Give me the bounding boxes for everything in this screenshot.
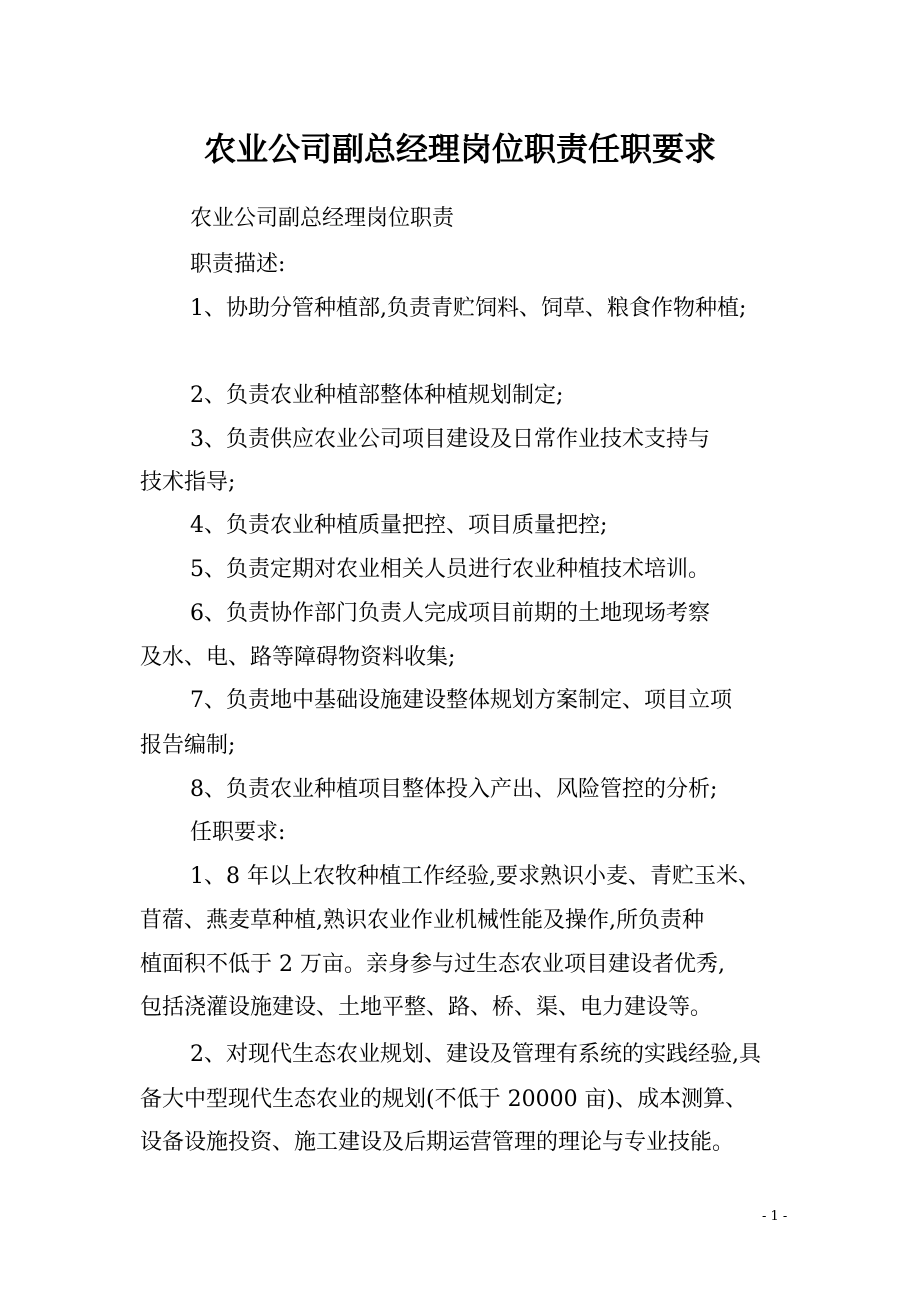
requirement-item-2-line-3: 设备设施投资、施工建设及后期运营管理的理论与专业技能。 <box>140 1130 735 1155</box>
duty-item-2: 2、负责农业种植部整体种植规划制定; <box>190 383 564 408</box>
duty-item-6-continued: 及水、电、路等障碍物资料收集; <box>140 645 456 670</box>
section-heading: 农业公司副总经理岗位职责 <box>190 206 455 231</box>
duty-item-7: 7、负责地中基础设施建设整体规划方案制定、项目立项 <box>190 688 732 713</box>
requirements-heading: 任职要求: <box>190 820 286 845</box>
requirement-item-2-line-2: 备大中型现代生态农业的规划(不低于 20000 亩)、成本测算、 <box>140 1087 748 1112</box>
requirement-item-1: 1、8 年以上农牧种植工作经验,要求熟识小麦、青贮玉米、 <box>190 864 760 889</box>
requirement-item-2: 2、对现代生态农业规划、建设及管理有系统的实践经验,具 <box>190 1042 761 1067</box>
document-title: 农业公司副总经理岗位职责任职要求 <box>203 130 716 168</box>
duty-item-5: 5、负责定期对农业相关人员进行农业种植技术培训。 <box>190 557 710 582</box>
page-number: - 1 - <box>762 1209 788 1224</box>
duty-item-7-continued: 报告编制; <box>140 733 236 758</box>
requirement-item-1-line-3: 植面积不低于 2 万亩。亲身参与过生态农业项目建设者优秀, <box>140 952 725 977</box>
duty-item-3-continued: 技术指导; <box>140 470 236 495</box>
duty-item-6: 6、负责协作部门负责人完成项目前期的土地现场考察 <box>190 601 710 626</box>
subsection-heading: 职责描述: <box>190 252 286 277</box>
duty-item-4: 4、负责农业种植质量把控、项目质量把控; <box>190 513 608 538</box>
duty-item-3: 3、负责供应农业公司项目建设及日常作业技术支持与 <box>190 427 710 452</box>
requirement-item-1-line-2: 苜蓿、燕麦草种植,熟识农业作业机械性能及操作,所负责种 <box>140 908 704 933</box>
duty-item-1: 1、协助分管种植部,负责青贮饲料、饲草、粮食作物种植; <box>190 296 747 321</box>
duty-item-8: 8、负责农业种植项目整体投入产出、风险管控的分析; <box>190 777 718 802</box>
requirement-item-1-line-4: 包括浇灌设施建设、土地平整、路、桥、渠、电力建设等。 <box>140 995 713 1020</box>
